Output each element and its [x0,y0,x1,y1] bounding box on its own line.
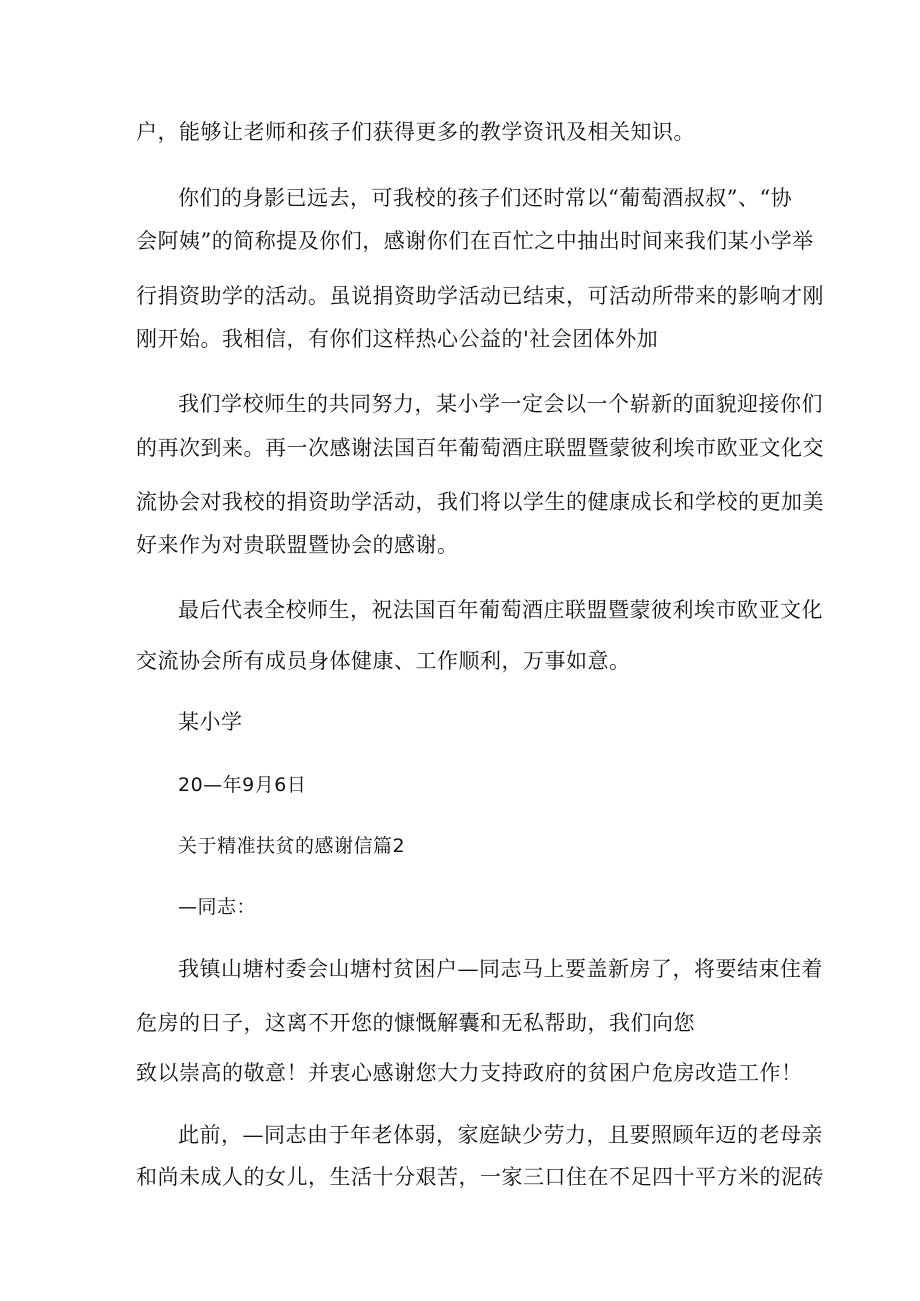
salutation: —同志： [178,896,257,918]
body-text-line: 行捐资助学的活动。虽说捐资助学活动已结束，可活动所带来的影响才刚 [136,284,824,308]
body-text-line: 交流协会所有成员身体健康、工作顺利，万事如意。 [136,649,631,673]
signature-organization: 某小学 [178,710,243,734]
body-text-line: 户，能够让老师和孩子们获得更多的教学资讯及相关知识。 [136,120,695,144]
body-text-line: 我镇山塘村委会山塘村贫困户—同志马上要盖新房了，将要结束住着 [178,957,823,981]
body-text-line: 好来作为对贵联盟暨协会的感谢。 [136,533,459,557]
body-text-line: 最后代表全校师生，祝法国百年葡萄酒庄联盟暨蒙彼利埃市欧亚文化 [178,598,823,622]
body-text-line: 刚开始。我相信，有你们这样热心公益的'社会团体外加 [136,327,659,351]
letter-date: 20—年9月6日 [178,774,307,796]
body-text-line: 致以崇高的敬意！并衷心感谢您大力支持政府的贫困户危房改造工作！ [136,1061,803,1085]
body-text-line: 的再次到来。再一次感谢法国百年葡萄酒庄联盟暨蒙彼利埃市欧亚文化交 [136,436,824,460]
body-text-line: 此前，—同志由于年老体弱，家庭缺少劳力，且要照顾年迈的老母亲 [178,1123,823,1147]
body-text-line: 你们的身影已远去，可我校的孩子们还时常以“葡萄酒叔叔”、“协 [178,186,793,210]
body-text-line: 我们学校师生的共同努力，某小学一定会以一个崭新的面貌迎接你们 [178,392,823,416]
body-text-line: 危房的日子，这离不开您的慷慨解囊和无私帮助，我们向您 [136,1011,695,1035]
body-text-line: 和尚未成人的女儿，生活十分艰苦，一家三口住在不足四十平方米的泥砖 [136,1165,824,1189]
body-text-line: 流协会对我校的捐资助学活动，我们将以学生的健康成长和学校的更加美 [136,490,824,514]
body-text-line: 会阿姨”的简称提及你们，感谢你们在百忙之中抽出时间来我们某小学举 [136,229,814,253]
section-title: 关于精准扶贫的感谢信篇2 [178,835,406,857]
